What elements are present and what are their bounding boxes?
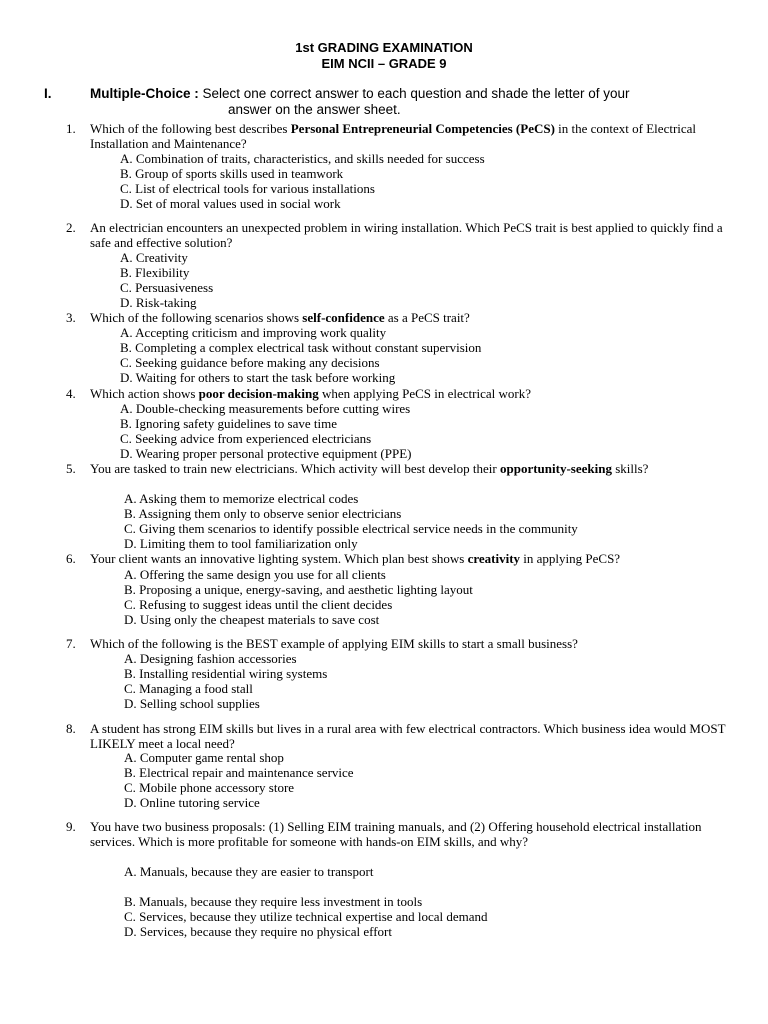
question-number: 6.: [66, 551, 76, 566]
option-c: C. Services, because they utilize technical expertise and local demand: [124, 909, 488, 924]
option-b: B. Manuals, because they require less investment in tools: [124, 894, 423, 909]
question-text-pre: Which action shows: [90, 386, 199, 401]
question-text-pre: Which of the following scenarios shows: [90, 310, 303, 325]
question-text: [90, 636, 726, 651]
question-text-bold: opportunity-seeking: [500, 461, 612, 476]
option-d: D. Waiting for others to start the task before working: [120, 370, 396, 385]
question-text-bold: self-confidence: [302, 310, 385, 325]
option-c: C. Giving them scenarios to identify possible electrical service needs in the community: [124, 521, 578, 536]
section-heading: Multiple-Choice :: [90, 86, 199, 101]
option-b: B. Completing a complex electrical task without constant supervision: [120, 340, 482, 355]
question-text: [90, 220, 726, 250]
instruction-line-1: Select one correct answer to each question and shade the letter of your: [198, 86, 630, 101]
question-number: 2.: [66, 220, 76, 235]
option-b: B. Electrical repair and maintenance service: [124, 765, 354, 780]
question-number: 5.: [66, 461, 76, 476]
question-text-post: in the context of Electrical Installation and Maintenance?: [90, 121, 697, 151]
question-text: [90, 551, 726, 566]
question-number: 9.: [66, 819, 76, 834]
question-text-pre: An electrician encounters an unexpected problem in wiring installation. Which PeCS trait is best applied to quickly find a safe and effective solution?: [90, 220, 723, 250]
question-text: [90, 461, 726, 476]
question-number: 4.: [66, 386, 76, 401]
question-text-post: when applying PeCS in electrical work?: [318, 386, 531, 401]
question-text-pre: You have two business proposals: (1) Selling EIM training manuals, and (2) Offering household electrical installation services. Which is more profitable for someone with hands-on EIM skills, and why?: [90, 819, 702, 849]
question-text: [90, 386, 726, 401]
question-number: 8.: [66, 721, 76, 736]
option-c: C. Seeking guidance before making any decisions: [120, 355, 380, 370]
option-b: B. Assigning them only to observe senior electricians: [124, 506, 402, 521]
option-a: A. Offering the same design you use for all clients: [124, 567, 386, 582]
instruction-line-2: answer on the answer sheet.: [228, 102, 401, 117]
question-text-post: as a PeCS trait?: [384, 310, 470, 325]
section-instruction: [90, 86, 730, 102]
option-c: C. Mobile phone accessory store: [124, 780, 295, 795]
section-number: I.: [44, 86, 52, 101]
question-text-pre: Which of the following best describes: [90, 121, 291, 136]
option-a: A. Creativity: [120, 250, 188, 265]
question-text-post: in applying PeCS?: [520, 551, 621, 566]
question-number: 7.: [66, 636, 76, 651]
option-d: D. Selling school supplies: [124, 696, 260, 711]
question-text-pre: Which of the following is the BEST example of applying EIM skills to start a small business?: [90, 636, 578, 651]
question-text-pre: You are tasked to train new electricians. Which activity will best develop their: [90, 461, 500, 476]
option-b: B. Installing residential wiring systems: [124, 666, 328, 681]
exam-subtitle: EIM NCII – GRADE 9: [321, 56, 447, 71]
option-a: A. Double-checking measurements before cutting wires: [120, 401, 411, 416]
option-d: D. Services, because they require no physical effort: [124, 924, 392, 939]
question-text-post: skills?: [611, 461, 649, 476]
option-c: C. List of electrical tools for various installations: [120, 181, 375, 196]
option-d: D. Using only the cheapest materials to save cost: [124, 612, 380, 627]
question-number: 3.: [66, 310, 76, 325]
question-text-bold: Personal Entrepreneurial Competencies (PeCS): [290, 121, 555, 136]
question-text-bold: creativity: [467, 551, 521, 566]
option-c: C. Seeking advice from experienced electricians: [120, 431, 372, 446]
option-d: D. Wearing proper personal protective equipment (PPE): [120, 446, 412, 461]
option-d: D. Online tutoring service: [124, 795, 260, 810]
option-c: C. Refusing to suggest ideas until the client decides: [124, 597, 393, 612]
question-text-pre: A student has strong EIM skills but lives in a rural area with few electrical contractors. Which business idea would MOST LIKELY meet a local need?: [90, 721, 726, 751]
option-b: B. Proposing a unique, energy-saving, and aesthetic lighting layout: [124, 582, 473, 597]
option-b: B. Ignoring safety guidelines to save time: [120, 416, 337, 431]
option-c: C. Persuasiveness: [120, 280, 214, 295]
option-d: D. Limiting them to tool familiarization only: [124, 536, 358, 551]
option-a: A. Accepting criticism and improving work quality: [120, 325, 387, 340]
option-a: A. Combination of traits, characteristics, and skills needed for success: [120, 151, 485, 166]
option-b: B. Flexibility: [120, 265, 190, 280]
option-c: C. Managing a food stall: [124, 681, 253, 696]
option-a: A. Asking them to memorize electrical codes: [124, 491, 359, 506]
option-a: A. Computer game rental shop: [124, 750, 284, 765]
question-text-pre: Your client wants an innovative lighting system. Which plan best shows: [90, 551, 468, 566]
question-text: [90, 721, 726, 751]
question-text: [90, 819, 726, 849]
question-text: [90, 310, 726, 325]
option-a: A. Manuals, because they are easier to transport: [124, 864, 374, 879]
question-text: [90, 121, 726, 151]
exam-title: 1st GRADING EXAMINATION: [295, 40, 473, 55]
question-number: 1.: [66, 121, 76, 136]
option-d: D. Set of moral values used in social work: [120, 196, 341, 211]
question-text-bold: poor decision-making: [198, 386, 319, 401]
option-a: A. Designing fashion accessories: [124, 651, 297, 666]
option-d: D. Risk-taking: [120, 295, 197, 310]
option-b: B. Group of sports skills used in teamwork: [120, 166, 344, 181]
